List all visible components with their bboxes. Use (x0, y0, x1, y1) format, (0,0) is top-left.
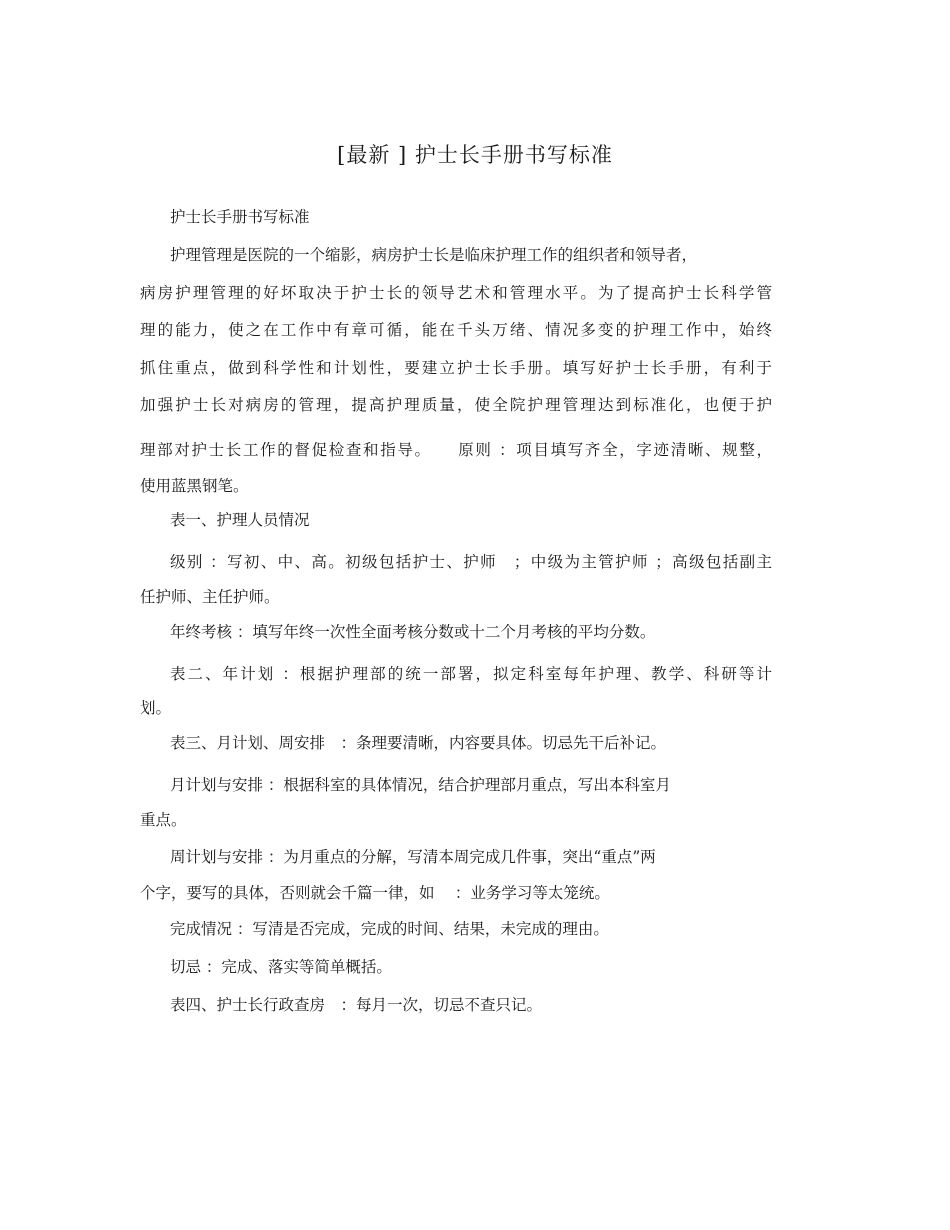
paragraph-line: 使用蓝黑钢笔。 (140, 477, 249, 495)
paragraph-line: 个字，要写的具体，否则就会千篇一律，如 ：业务学习等太笼统。 (140, 884, 610, 902)
document-title: [最新 ] 护士长手册书写标准 (337, 143, 613, 167)
paragraph-line: 加强护士长对病房的管理，提高护理质量，使全院护理管理达到标准化，也便于护 (140, 396, 772, 414)
paragraph-line: 周计划与安排 ：为月重点的分解，写清本周完成几件事，突出“重点”两 (170, 848, 656, 866)
paragraph-line: 月计划与安排 ：根据科室的具体情况，结合护理部月重点，写出本科室月 (170, 776, 671, 794)
paragraph-line: 表二、年计划 ：根据护理部的统一部署，拟定科室每年护理、教学、科研等计 (170, 665, 772, 683)
section-heading: 护士长手册书写标准 (170, 208, 310, 226)
paragraph-line: 切忌 ：完成、落实等简单概括。 (170, 958, 392, 976)
paragraph-line: 表四、护士长行政查房 ：每月一次，切忌不查只记。 (170, 996, 543, 1014)
paragraph-line: 级别 ：写初、中、高。初级包括护士、护师 ；中级为主管护师 ；高级包括副主 (170, 553, 772, 571)
paragraph-line: 病房护理管理的好坏取决于护士长的领导艺术和管理水平。为了提高护士长科学管 (140, 284, 772, 302)
paragraph-line: 完成情况 ：写清是否完成，完成的时间、结果，未完成的理由。 (170, 920, 609, 938)
paragraph-line: 重点。 (140, 811, 187, 829)
table-heading: 表一、护理人员情况 (170, 511, 310, 529)
paragraph-line: 理部对护士长工作的督促检查和指导。 原则 ：项目填写齐全，字迹清晰、规整， (140, 441, 772, 459)
paragraph-line: 任护师、主任护师。 (140, 588, 280, 606)
paragraph-line: 理的能力，使之在工作中有章可循，能在千头万绪、情况多变的护理工作中，始终 (140, 321, 772, 339)
paragraph-line: 护理管理是医院的一个缩影，病房护士长是临床护理工作的组织者和领导者， (170, 246, 698, 264)
paragraph-line: 表三、月计划、周安排 ：条理要清晰，内容要具体。切忌先干后补记。 (170, 734, 667, 752)
paragraph-line: 年终考核 ：填写年终一次性全面考核分数或十二个月考核的平均分数。 (170, 623, 656, 641)
paragraph-line: 抓住重点，做到科学性和计划性，要建立护士长手册。填写好护士长手册，有利于 (140, 359, 772, 377)
paragraph-line: 划。 (140, 699, 172, 717)
